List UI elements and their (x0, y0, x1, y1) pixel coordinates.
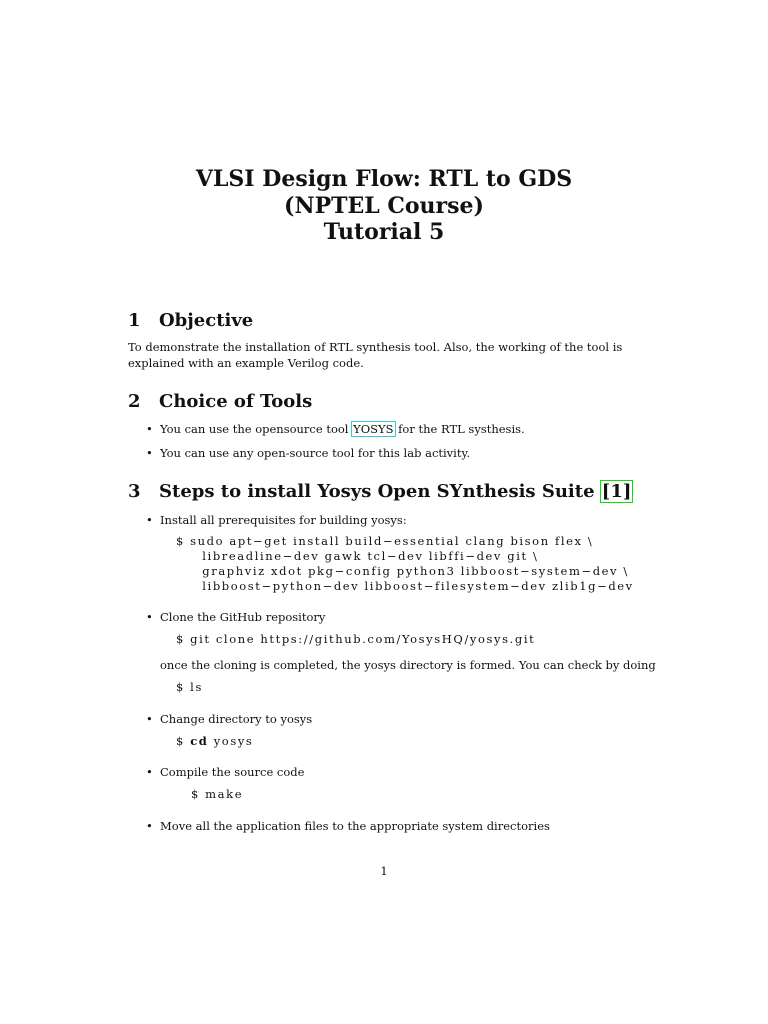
list-item-text-end: for the RTL systhesis. (394, 422, 525, 436)
title-line-3: Tutorial 5 (323, 219, 445, 245)
list-item-text: Compile the source code (160, 765, 305, 779)
code-line: $ sudo apt−get install build−essential clang bison flex \ (176, 534, 594, 548)
code-line (176, 734, 253, 749)
citation-link[interactable]: [1] (601, 481, 632, 502)
section-title: Steps to install Yosys Open SYnthesis Suite (159, 481, 601, 502)
bullet-icon: • (146, 446, 153, 460)
title-line-1: VLSI Design Flow: RTL to GDS (195, 166, 573, 192)
section-title: Objective (159, 310, 254, 331)
list-item-text: Install all prerequisites for building yosys: (160, 513, 407, 527)
list-item-text: Clone the GitHub repository (160, 610, 326, 624)
section-number: 1 (128, 310, 141, 331)
list-item-text-start: You can use the opensource tool (160, 422, 353, 436)
section-number: 3 (128, 481, 141, 502)
bullet-icon: • (146, 422, 153, 436)
bullet-icon: • (146, 765, 153, 779)
section-number: 2 (128, 391, 141, 412)
list-item-text: Change directory to yosys (160, 712, 313, 726)
section-heading-install (128, 481, 632, 503)
code-line: libboost−python−dev libboost−filesystem−dev zlib1g−dev (176, 579, 634, 593)
code-prompt: $ (176, 734, 191, 748)
yosys-link[interactable]: YOSYS (353, 422, 394, 436)
bullet-icon: • (146, 513, 153, 527)
bullet-icon: • (146, 712, 153, 726)
list-item-text: Move all the application files to the appropriate system directories (160, 819, 550, 833)
code-line: $ ls (176, 680, 203, 694)
document-title (0, 166, 768, 246)
bullet-icon: • (146, 819, 153, 833)
bullet-icon: • (146, 610, 153, 624)
page-number: 1 (380, 864, 388, 878)
section-heading-objective (128, 310, 253, 332)
code-argument: yosys (208, 734, 254, 748)
clone-note: once the cloning is completed, the yosys directory is formed. You can check by doing (160, 658, 656, 672)
section-heading-tools (128, 391, 312, 413)
code-line: $ make (191, 787, 244, 801)
code-keyword: cd (190, 734, 209, 748)
code-line: libreadline−dev gawk tcl−dev libffi−dev git \ (176, 549, 539, 563)
code-line: graphviz xdot pkg−config python3 libboost−system−dev \ (176, 564, 629, 578)
list-item-text: You can use any open-source tool for this lab activity. (160, 446, 471, 460)
list-item-text (160, 422, 525, 437)
objective-paragraph: To demonstrate the installation of RTL synthesis tool. Also, the working of the tool is explained with an example Verilog code. (128, 340, 623, 370)
title-line-2: (NPTEL Course) (284, 192, 484, 219)
section-title: Choice of Tools (159, 391, 313, 412)
code-line: $ git clone https://github.com/YosysHQ/yosys.git (176, 632, 536, 646)
